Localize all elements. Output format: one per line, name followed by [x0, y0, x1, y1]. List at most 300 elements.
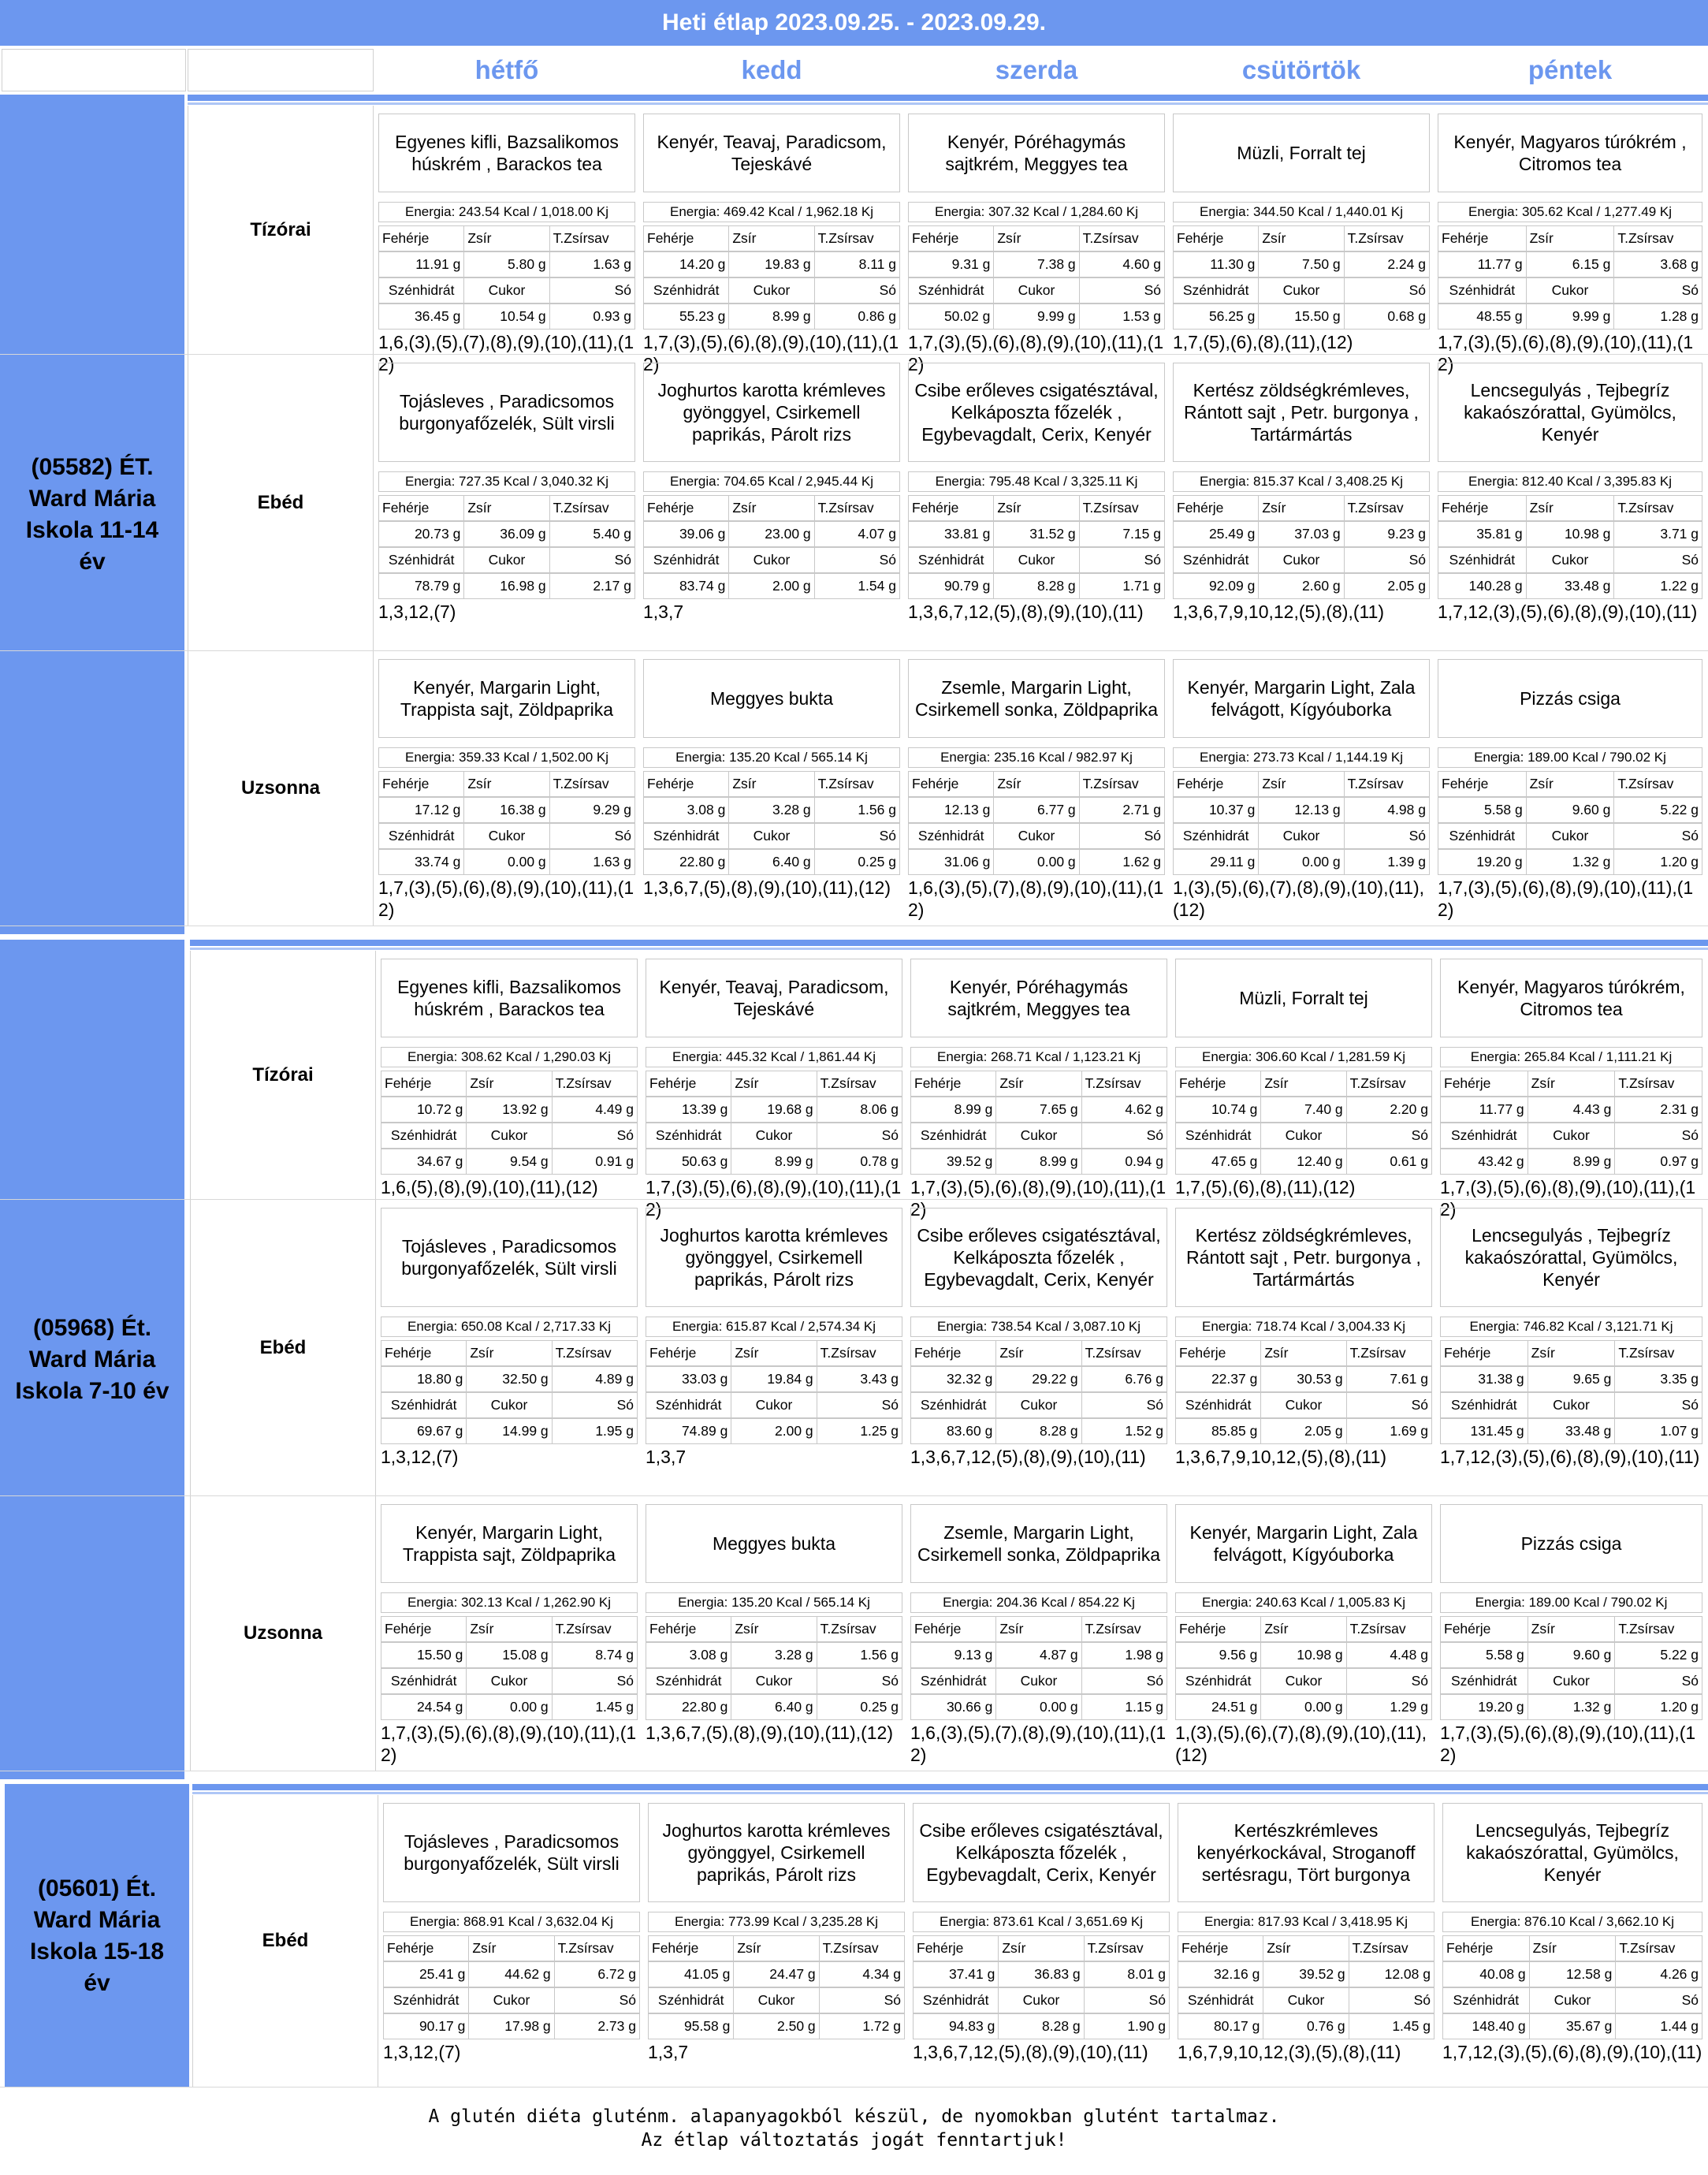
day-cell-monday: [378, 1496, 641, 1771]
nutrient-label-satfat: T.Zsírsav: [1347, 1071, 1432, 1097]
nutrient-label-row: [1173, 823, 1430, 849]
energy-value: Energia: 704.65 Kcal / 2,945.44 Kj: [643, 471, 900, 492]
nutrient-value-carb: 85.85 g: [1175, 1418, 1261, 1444]
day-cell-tuesday: [640, 106, 903, 374]
nutrient-label-sugar: Cukor: [464, 823, 549, 849]
nutrient-value-row: [910, 1418, 1167, 1444]
nutrient-label-row: [1438, 823, 1702, 849]
nutrient-label-protein: Fehérje: [381, 1616, 467, 1642]
day-cell-monday: [375, 651, 638, 925]
nutrient-value-satfat: 4.48 g: [1347, 1642, 1432, 1668]
dish-name: Pizzás csiga: [1440, 1504, 1702, 1583]
nutrition-table: [643, 225, 900, 330]
nutrient-value-row: [1173, 573, 1430, 599]
nutrient-label-row: [381, 1340, 638, 1366]
allergen-codes: 1,7,12,(3),(5),(6),(8),(9),(10),(11): [1442, 2042, 1702, 2062]
nutrient-label-row: [1438, 547, 1702, 573]
nutrient-value-salt: 1.22 g: [1614, 573, 1702, 599]
nutrient-label-satfat: T.Zsírsav: [553, 1340, 638, 1366]
nutrient-value-fat: 23.00 g: [729, 521, 814, 547]
nutrient-label-carb: Szénhidrát: [1438, 547, 1527, 573]
nutrient-value-salt: 1.95 g: [553, 1418, 638, 1444]
nutrient-value-carb: 92.09 g: [1173, 573, 1259, 599]
nutrient-value-sugar: 2.50 g: [734, 2013, 819, 2039]
day-cell-wednesday: [907, 1496, 1170, 1771]
nutrient-label-salt: Só: [1080, 823, 1165, 849]
nutrient-value-satfat: 1.56 g: [815, 797, 900, 823]
nutrient-value-row: [1173, 797, 1430, 823]
nutrition-table: [1175, 1616, 1432, 1720]
nutrient-value-salt: 1.45 g: [1349, 2013, 1434, 2039]
dish-name: Kenyér, Póréhagymás sajtkrém, Meggyes tea: [908, 114, 1165, 192]
nutrition-table: [378, 225, 635, 330]
nutrient-value-satfat: 4.07 g: [815, 521, 900, 547]
nutrient-label-fat: Zsír: [994, 495, 1079, 521]
nutrient-value-fat: 30.53 g: [1261, 1366, 1346, 1392]
nutrient-label-row: [908, 823, 1165, 849]
day-cell-friday: [1434, 106, 1706, 374]
nutrient-label-row: [643, 771, 900, 797]
nutrition-table: [910, 1616, 1167, 1720]
allergen-codes: 1,3,7: [646, 1447, 687, 1467]
nutrient-label-row: [1438, 277, 1702, 304]
nutrient-label-fat: Zsír: [999, 1935, 1084, 1961]
meal-row-uzsonna: [0, 1496, 1708, 1771]
nutrient-value-fat: 9.60 g: [1527, 797, 1615, 823]
nutrient-label-row: [910, 1123, 1167, 1149]
nutrient-label-salt: Só: [1614, 823, 1702, 849]
nutrient-label-row: [1175, 1392, 1432, 1418]
nutrient-label-carb: Szénhidrát: [378, 823, 464, 849]
allergen-codes: 1,6,7,9,10,12,(3),(5),(8),(11): [1178, 2042, 1401, 2062]
nutrient-label-carb: Szénhidrát: [381, 1392, 467, 1418]
nutrient-label-sugar: Cukor: [996, 1123, 1081, 1149]
group-1: [0, 940, 1708, 1779]
energy-value: Energia: 650.08 Kcal / 2,717.33 Kj: [381, 1317, 638, 1337]
nutrient-value-row: [381, 1366, 638, 1392]
nutrient-value-salt: 0.91 g: [553, 1149, 638, 1175]
nutrient-value-carb: 74.89 g: [646, 1418, 731, 1444]
nutrient-label-salt: Só: [815, 547, 900, 573]
nutrient-label-salt: Só: [555, 1987, 640, 2013]
nutrient-value-fat: 19.68 g: [731, 1097, 817, 1123]
nutrient-label-protein: Fehérje: [1173, 225, 1259, 251]
nutrient-label-satfat: T.Zsírsav: [1615, 1340, 1702, 1366]
nutrient-value-carb: 78.79 g: [378, 573, 464, 599]
nutrient-label-salt: Só: [553, 1123, 638, 1149]
nutrient-value-sugar: 1.32 g: [1527, 849, 1615, 875]
nutrient-label-fat: Zsír: [464, 225, 549, 251]
nutrient-value-protein: 9.31 g: [908, 251, 994, 277]
nutrient-label-row: [1442, 1935, 1702, 1961]
meal-row-tizorai: [0, 106, 1708, 374]
nutrition-table: [646, 1616, 902, 1720]
nutrient-value-salt: 0.97 g: [1615, 1149, 1702, 1175]
nutrient-value-satfat: 12.08 g: [1349, 1961, 1434, 1987]
nutrition-table: [1173, 225, 1430, 330]
nutrient-label-satfat: T.Zsírsav: [1082, 1616, 1167, 1642]
day-cell-thursday: [1172, 1200, 1435, 1495]
footer-line-gluten: A glutén diéta gluténm. alapanyagokból készül, de nyomokban glutént tartalmaz.: [428, 2106, 1280, 2127]
nutrient-label-salt: Só: [1615, 1123, 1702, 1149]
energy-value: Energia: 243.54 Kcal / 1,018.00 Kj: [378, 202, 635, 222]
nutrient-label-protein: Fehérje: [908, 495, 994, 521]
nutrient-value-salt: 1.28 g: [1614, 304, 1702, 330]
allergen-codes: 1,7,(5),(6),(8),(11),(12): [1175, 1177, 1356, 1197]
nutrient-label-satfat: T.Zsírsav: [1080, 225, 1165, 251]
nutrient-label-satfat: T.Zsírsav: [1349, 1935, 1434, 1961]
day-cell-thursday: [1170, 355, 1433, 650]
nutrient-label-row: [646, 1392, 902, 1418]
nutrient-value-salt: 0.68 g: [1345, 304, 1430, 330]
nutrient-label-carb: Szénhidrát: [1175, 1123, 1261, 1149]
nutrient-label-row: [381, 1616, 638, 1642]
dish-name: Kenyér, Teavaj, Paradicsom, Tejeskávé: [643, 114, 900, 192]
allergen-codes: 1,3,6,7,(5),(8),(9),(10),(11),(12): [643, 877, 891, 898]
energy-value: Energia: 268.71 Kcal / 1,123.21 Kj: [910, 1047, 1167, 1067]
group-top-line-light: [192, 1792, 1708, 1794]
nutrient-value-row: [383, 1961, 640, 1987]
nutrient-value-row: [383, 2013, 640, 2039]
allergen-codes: 1,3,6,7,(5),(8),(9),(10),(11),(12): [646, 1722, 894, 1743]
nutrient-value-row: [1438, 849, 1702, 875]
nutrient-label-carb: Szénhidrát: [648, 1987, 734, 2013]
nutrient-value-sugar: 15.50 g: [1259, 304, 1344, 330]
nutrient-value-sugar: 17.98 g: [469, 2013, 554, 2039]
nutrient-label-salt: Só: [1080, 547, 1165, 573]
nutrient-value-row: [1438, 573, 1702, 599]
nutrition-table: [1438, 771, 1702, 875]
nutrient-label-carb: Szénhidrát: [1173, 547, 1259, 573]
allergen-codes: 1,7,(3),(5),(6),(8),(9),(10),(11),(12): [908, 332, 1164, 374]
nutrient-label-carb: Szénhidrát: [383, 1987, 469, 2013]
nutrient-label-protein: Fehérje: [381, 1340, 467, 1366]
nutrient-label-satfat: T.Zsírsav: [817, 1616, 902, 1642]
dish-name: Kenyér, Margarin Light, Zala felvágott, Kígyóuborka: [1175, 1504, 1432, 1583]
nutrient-value-satfat: 1.63 g: [550, 251, 635, 277]
nutrient-value-satfat: 7.15 g: [1080, 521, 1165, 547]
nutrient-label-salt: Só: [817, 1392, 902, 1418]
nutrient-label-carb: Szénhidrát: [646, 1123, 731, 1149]
nutrient-value-sugar: 9.54 g: [467, 1149, 552, 1175]
nutrient-value-salt: 2.05 g: [1345, 573, 1430, 599]
nutrient-value-row: [646, 1097, 902, 1123]
day-header-friday: péntek: [1528, 55, 1613, 84]
nutrient-value-protein: 39.06 g: [643, 521, 729, 547]
nutrient-label-salt: Só: [815, 823, 900, 849]
nutrient-label-protein: Fehérje: [1440, 1340, 1528, 1366]
nutrient-label-protein: Fehérje: [383, 1935, 469, 1961]
nutrition-table: [1440, 1340, 1702, 1444]
nutrient-label-satfat: T.Zsírsav: [553, 1616, 638, 1642]
nutrient-label-satfat: T.Zsírsav: [555, 1935, 640, 1961]
energy-value: Energia: 876.10 Kcal / 3,662.10 Kj: [1442, 1912, 1702, 1932]
nutrient-value-row: [646, 1366, 902, 1392]
nutrient-value-row: [1440, 1418, 1702, 1444]
nutrient-label-carb: Szénhidrát: [1440, 1668, 1528, 1694]
dish-name: Kenyér, Póréhagymás sajtkrém, Meggyes tea: [910, 959, 1167, 1037]
nutrient-label-fat: Zsír: [1528, 1340, 1616, 1366]
nutrient-value-protein: 31.38 g: [1440, 1366, 1528, 1392]
nutrient-label-satfat: T.Zsírsav: [1616, 1935, 1702, 1961]
nutrient-value-row: [381, 1694, 638, 1720]
nutrient-label-protein: Fehérje: [643, 495, 729, 521]
allergen-codes: 1,3,7: [643, 601, 684, 622]
nutrient-label-carb: Szénhidrát: [378, 547, 464, 573]
nutrient-label-salt: Só: [1614, 547, 1702, 573]
nutrient-label-row: [910, 1616, 1167, 1642]
energy-value: Energia: 240.63 Kcal / 1,005.83 Kj: [1175, 1592, 1432, 1613]
nutrient-label-fat: Zsír: [464, 495, 549, 521]
meal-label-ebed: Ebéd: [262, 1930, 309, 1951]
nutrient-value-row: [1438, 251, 1702, 277]
nutrient-value-salt: 1.39 g: [1345, 849, 1430, 875]
energy-value: Energia: 302.13 Kcal / 1,262.90 Kj: [381, 1592, 638, 1613]
nutrient-value-protein: 18.80 g: [381, 1366, 467, 1392]
nutrient-value-protein: 11.91 g: [378, 251, 464, 277]
nutrient-label-fat: Zsír: [1527, 771, 1615, 797]
nutrient-value-row: [908, 251, 1165, 277]
nutrient-value-sugar: 33.48 g: [1528, 1418, 1616, 1444]
nutrient-label-protein: Fehérje: [648, 1935, 734, 1961]
nutrient-value-fat: 19.83 g: [729, 251, 814, 277]
nutrient-label-protein: Fehérje: [913, 1935, 999, 1961]
nutrient-value-protein: 12.13 g: [908, 797, 994, 823]
nutrient-label-satfat: T.Zsírsav: [815, 495, 900, 521]
day-cell-tuesday: [642, 951, 906, 1220]
nutrient-value-fat: 9.60 g: [1528, 1642, 1616, 1668]
footer-note: [0, 2105, 1708, 2152]
nutrient-value-sugar: 6.40 g: [731, 1694, 817, 1720]
nutrient-label-carb: Szénhidrát: [908, 547, 994, 573]
nutrient-label-protein: Fehérje: [646, 1616, 731, 1642]
nutrient-value-sugar: 2.00 g: [731, 1418, 817, 1444]
nutrient-value-fat: 10.98 g: [1261, 1642, 1346, 1668]
nutrient-label-fat: Zsír: [467, 1071, 552, 1097]
dish-name: Csibe erőleves csigatésztával, Kelkáposzta főzelék , Egybevagdalt, Cerix, Kenyér: [908, 363, 1165, 462]
group-top-line-light: [188, 102, 1708, 105]
dish-name: Meggyes bukta: [646, 1504, 902, 1583]
nutrient-label-row: [908, 225, 1165, 251]
meal-label-uzsonna: Uzsonna: [243, 1622, 322, 1644]
nutrient-label-fat: Zsír: [1263, 1935, 1349, 1961]
day-cell-friday: [1437, 1496, 1706, 1771]
nutrient-value-salt: 1.20 g: [1614, 849, 1702, 875]
nutrient-label-protein: Fehérje: [646, 1071, 731, 1097]
nutrient-value-fat: 12.58 g: [1530, 1961, 1617, 1987]
nutrient-value-salt: 1.25 g: [817, 1418, 902, 1444]
nutrient-label-salt: Só: [1349, 1987, 1434, 2013]
nutrient-label-fat: Zsír: [734, 1935, 819, 1961]
nutrient-label-row: [1175, 1123, 1432, 1149]
day-cell-friday: [1437, 1200, 1706, 1495]
nutrient-label-row: [381, 1392, 638, 1418]
nutrient-label-salt: Só: [1345, 277, 1430, 304]
nutrient-value-row: [378, 521, 635, 547]
nutrient-value-carb: 94.83 g: [913, 2013, 999, 2039]
allergen-codes: 1,3,6,7,9,10,12,(5),(8),(11): [1175, 1447, 1387, 1467]
nutrient-value-row: [1173, 521, 1430, 547]
nutrient-label-sugar: Cukor: [1528, 1392, 1616, 1418]
nutrient-label-salt: Só: [553, 1392, 638, 1418]
meal-row-uzsonna: [0, 651, 1708, 926]
group-top-line: [192, 1784, 1708, 1790]
nutrition-table: [908, 495, 1165, 599]
nutrient-value-protein: 11.30 g: [1173, 251, 1259, 277]
nutrient-value-carb: 30.66 g: [910, 1694, 996, 1720]
dish-name: Joghurtos karotta krémleves gyönggyel, Csirkemell paprikás, Párolt rizs: [646, 1208, 902, 1307]
nutrient-value-row: [643, 251, 900, 277]
dish-name: Lencsegulyás , Tejbegríz kakaószórattal, Gyümölcs, Kenyér: [1440, 1208, 1702, 1307]
energy-value: Energia: 273.73 Kcal / 1,144.19 Kj: [1173, 747, 1430, 768]
nutrient-value-carb: 80.17 g: [1178, 2013, 1263, 2039]
nutrition-table: [1175, 1071, 1432, 1175]
dish-name: Müzli, Forralt tej: [1173, 114, 1430, 192]
nutrient-value-fat: 44.62 g: [469, 1961, 554, 1987]
nutrient-value-sugar: 0.00 g: [994, 849, 1079, 875]
nutrient-value-salt: 1.69 g: [1347, 1418, 1432, 1444]
nutrient-label-salt: Só: [817, 1668, 902, 1694]
nutrient-value-row: [1440, 1097, 1702, 1123]
nutrient-value-carb: 90.79 g: [908, 573, 994, 599]
allergen-codes: 1,3,6,7,12,(5),(8),(9),(10),(11): [913, 2042, 1148, 2062]
nutrition-table: [1173, 771, 1430, 875]
nutrient-value-protein: 9.56 g: [1175, 1642, 1261, 1668]
dish-name: Zsemle, Margarin Light, Csirkemell sonka, Zöldpaprika: [910, 1504, 1167, 1583]
nutrient-label-protein: Fehérje: [910, 1340, 996, 1366]
nutrient-value-row: [381, 1418, 638, 1444]
energy-value: Energia: 359.33 Kcal / 1,502.00 Kj: [378, 747, 635, 768]
nutrient-value-satfat: 2.71 g: [1080, 797, 1165, 823]
meal-row-ebed: [0, 1795, 1708, 2087]
nutrient-label-row: [378, 547, 635, 573]
group-top-line-light: [190, 948, 1708, 950]
day-cell-monday: [380, 1795, 643, 2087]
day-cell-tuesday: [640, 355, 903, 650]
nutrient-label-sugar: Cukor: [1259, 547, 1344, 573]
nutrient-value-carb: 43.42 g: [1440, 1149, 1528, 1175]
nutrient-value-row: [381, 1149, 638, 1175]
dish-name: Meggyes bukta: [643, 659, 900, 738]
nutrient-label-fat: Zsír: [1261, 1340, 1346, 1366]
meal-row-tizorai: [0, 951, 1708, 1220]
nutrient-value-salt: 1.53 g: [1080, 304, 1165, 330]
day-cell-monday: [375, 106, 638, 374]
nutrient-value-salt: 1.07 g: [1615, 1418, 1702, 1444]
nutrient-label-fat: Zsír: [467, 1616, 552, 1642]
nutrient-label-protein: Fehérje: [381, 1071, 467, 1097]
nutrient-value-salt: 1.63 g: [550, 849, 635, 875]
nutrient-label-satfat: T.Zsírsav: [550, 225, 635, 251]
nutrition-table: [913, 1935, 1170, 2039]
nutrient-label-row: [1440, 1340, 1702, 1366]
nutrient-label-row: [913, 1987, 1170, 2013]
energy-value: Energia: 469.42 Kcal / 1,962.18 Kj: [643, 202, 900, 222]
nutrient-value-protein: 15.50 g: [381, 1642, 467, 1668]
day-cell-thursday: [1170, 651, 1433, 925]
nutrient-value-protein: 20.73 g: [378, 521, 464, 547]
nutrient-value-sugar: 0.00 g: [1259, 849, 1344, 875]
nutrient-label-carb: Szénhidrát: [1173, 823, 1259, 849]
nutrient-label-protein: Fehérje: [910, 1071, 996, 1097]
nutrient-label-carb: Szénhidrát: [1438, 823, 1527, 849]
nutrient-value-sugar: 2.05 g: [1261, 1418, 1346, 1444]
nutrient-value-row: [1442, 1961, 1702, 1987]
nutrient-value-satfat: 4.34 g: [820, 1961, 905, 1987]
nutrient-value-salt: 1.29 g: [1347, 1694, 1432, 1720]
allergen-codes: 1,6,(3),(5),(7),(8),(9),(10),(11),(12): [908, 877, 1164, 920]
nutrient-label-sugar: Cukor: [734, 1987, 819, 2013]
nutrient-label-carb: Szénhidrát: [381, 1668, 467, 1694]
nutrient-value-carb: 90.17 g: [383, 2013, 469, 2039]
nutrient-label-fat: Zsír: [467, 1340, 552, 1366]
nutrient-label-sugar: Cukor: [731, 1668, 817, 1694]
nutrient-label-fat: Zsír: [1528, 1071, 1616, 1097]
nutrient-label-row: [648, 1987, 905, 2013]
nutrient-label-protein: Fehérje: [378, 225, 464, 251]
dish-name: Tojásleves , Paradicsomos burgonyafőzelék, Sült virsli: [378, 363, 635, 462]
nutrition-table: [648, 1935, 905, 2039]
nutrient-label-protein: Fehérje: [1440, 1616, 1528, 1642]
nutrition-table: [1173, 495, 1430, 599]
nutrient-value-salt: 1.45 g: [553, 1694, 638, 1720]
nutrient-value-row: [381, 1642, 638, 1668]
nutrient-label-sugar: Cukor: [1530, 1987, 1617, 2013]
nutrition-table: [646, 1071, 902, 1175]
nutrient-value-row: [378, 573, 635, 599]
nutrient-label-fat: Zsír: [994, 771, 1079, 797]
dish-name: Tojásleves , Paradicsomos burgonyafőzelék, Sült virsli: [381, 1208, 638, 1307]
nutrient-value-protein: 10.72 g: [381, 1097, 467, 1123]
nutrient-value-carb: 24.54 g: [381, 1694, 467, 1720]
nutrient-value-carb: 39.52 g: [910, 1149, 996, 1175]
nutrient-value-sugar: 10.54 g: [464, 304, 549, 330]
nutrient-value-carb: 31.06 g: [908, 849, 994, 875]
allergen-codes: 1,(3),(5),(6),(7),(8),(9),(10),(11),(12): [1173, 877, 1425, 920]
nutrient-label-sugar: Cukor: [731, 1392, 817, 1418]
nutrition-table: [381, 1340, 638, 1444]
header-blank-group: [2, 49, 186, 91]
nutrient-label-sugar: Cukor: [464, 547, 549, 573]
nutrient-value-row: [378, 849, 635, 875]
nutrient-value-sugar: 0.00 g: [464, 849, 549, 875]
nutrient-label-row: [908, 495, 1165, 521]
nutrient-value-carb: 50.63 g: [646, 1149, 731, 1175]
nutrient-value-sugar: 12.40 g: [1261, 1149, 1346, 1175]
nutrient-label-row: [1440, 1668, 1702, 1694]
nutrition-table: [1438, 225, 1702, 330]
nutrient-label-carb: Szénhidrát: [910, 1668, 996, 1694]
nutrient-label-sugar: Cukor: [469, 1987, 554, 2013]
allergen-codes: 1,6,(3),(5),(7),(8),(9),(10),(11),(12): [378, 332, 634, 374]
nutrient-label-sugar: Cukor: [994, 823, 1079, 849]
nutrient-label-carb: Szénhidrát: [381, 1123, 467, 1149]
nutrient-value-sugar: 8.99 g: [1528, 1149, 1616, 1175]
nutrient-label-sugar: Cukor: [1261, 1123, 1346, 1149]
nutrient-value-row: [1173, 304, 1430, 330]
nutrient-value-protein: 25.41 g: [383, 1961, 469, 1987]
nutrient-label-sugar: Cukor: [999, 1987, 1084, 2013]
nutrient-label-row: [1175, 1071, 1432, 1097]
nutrition-table: [910, 1340, 1167, 1444]
nutrient-label-fat: Zsír: [996, 1340, 1081, 1366]
energy-value: Energia: 189.00 Kcal / 790.02 Kj: [1440, 1592, 1702, 1613]
nutrient-label-carb: Szénhidrát: [1175, 1668, 1261, 1694]
nutrient-value-carb: 19.20 g: [1440, 1694, 1528, 1720]
nutrient-label-salt: Só: [1082, 1123, 1167, 1149]
nutrient-value-row: [1178, 1961, 1434, 1987]
nutrient-value-row: [1178, 2013, 1434, 2039]
